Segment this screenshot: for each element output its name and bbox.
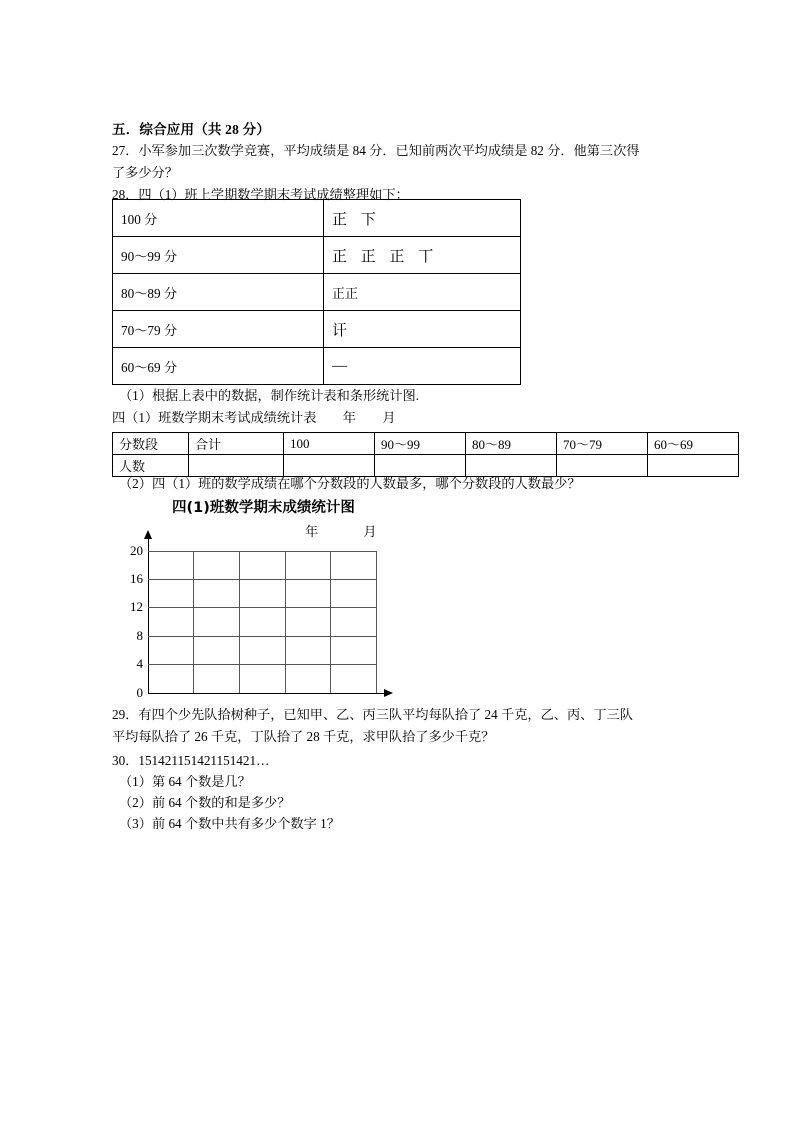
chart-title: 四(1)班数学期末成绩统计图 xyxy=(172,500,355,516)
tally-marks: 讦 xyxy=(332,322,348,339)
gridline-x-3 xyxy=(285,551,286,693)
tally-marks: 正 下 xyxy=(332,211,381,228)
y-tick-label-20: 20 xyxy=(130,543,143,558)
y-tick-label-4: 4 xyxy=(136,656,143,671)
gridline-y-12 xyxy=(148,607,376,608)
y-tick-label-12: 12 xyxy=(130,599,143,614)
question-30-sub2: （2）前 64 个数的和是多少？ xyxy=(119,795,291,810)
stat-header-cell: 合计 xyxy=(189,433,284,455)
score-range-cell: 100 分 xyxy=(113,200,324,237)
question-29-line2: 平均每队拾了 26 千克，丁队拾了 28 千克，求甲队拾了多少千克？ xyxy=(112,729,495,744)
gridline-y-4 xyxy=(148,664,376,665)
question-27-line2: 了多少分？ xyxy=(112,165,178,180)
question-30-stem: 30．151421151421151421… xyxy=(112,753,270,768)
stat-header-cell: 90～99 xyxy=(375,433,466,455)
gridline-x-4 xyxy=(330,551,331,693)
gridline-y-20 xyxy=(148,551,376,552)
chart-date-label: 年 月 xyxy=(305,524,393,539)
gridline-x-2 xyxy=(239,551,240,693)
tally-marks: — xyxy=(332,357,347,374)
stat-header-cell: 80～89 xyxy=(466,433,557,455)
y-axis-arrow-icon xyxy=(144,530,152,539)
gridline-x-right-edge xyxy=(376,551,377,693)
x-axis-arrow-icon xyxy=(384,689,393,697)
question-28-sub1: （1）根据上表中的数据，制作统计表和条形统计图. xyxy=(119,388,420,403)
score-range-cell: 60～69 分 xyxy=(113,348,324,385)
y-tick-label-0: 0 xyxy=(136,685,143,700)
question-27-line1: 27．小军参加三次数学竞赛，平均成绩是 84 分．已知前两次平均成绩是 82 分．他第三次得 xyxy=(112,143,640,158)
score-range-cell: 90～99 分 xyxy=(113,237,324,274)
question-29-line1: 29．有四个少先队拾树种子，已知甲、乙、丙三队平均每队拾了 24 千克，乙、丙、丁三队 xyxy=(112,707,633,722)
question-28-stem: 28．四（1）班上学期数学期末考试成绩整理如下： xyxy=(112,187,409,202)
y-tick-label-8: 8 xyxy=(136,628,143,643)
section-heading: 五．综合应用（共 28 分） xyxy=(112,122,271,137)
stat-header-cell: 分数段 xyxy=(113,433,189,455)
gridline-y-8 xyxy=(148,636,376,637)
score-range-cell: 70～79 分 xyxy=(113,311,324,348)
stat-table-caption: 四（1）班数学期末考试成绩统计表 年 月 xyxy=(112,410,396,425)
tally-marks: 正正 xyxy=(332,285,359,301)
question-28-sub2: （2）四（1）班的数学成绩在哪个分数段的人数最多，哪个分数段的人数最少？ xyxy=(119,476,581,491)
stat-row-label: 人数 xyxy=(113,455,189,477)
question-30-sub1: （1）第 64 个数是几？ xyxy=(119,774,251,789)
gridline-x-1 xyxy=(193,551,194,693)
question-30-sub3: （3）前 64 个数中共有多少个数字 1？ xyxy=(119,816,340,831)
y-axis xyxy=(148,538,149,694)
gridline-y-16 xyxy=(148,579,376,580)
stat-header-cell: 100 xyxy=(284,433,375,455)
tally-marks: 正 正 正 丅 xyxy=(332,248,439,265)
stat-header-cell: 60～69 xyxy=(648,433,739,455)
y-tick-label-16: 16 xyxy=(130,571,143,586)
stat-header-cell: 70～79 xyxy=(557,433,648,455)
x-axis xyxy=(148,693,384,694)
score-range-cell: 80～89 分 xyxy=(113,274,324,311)
